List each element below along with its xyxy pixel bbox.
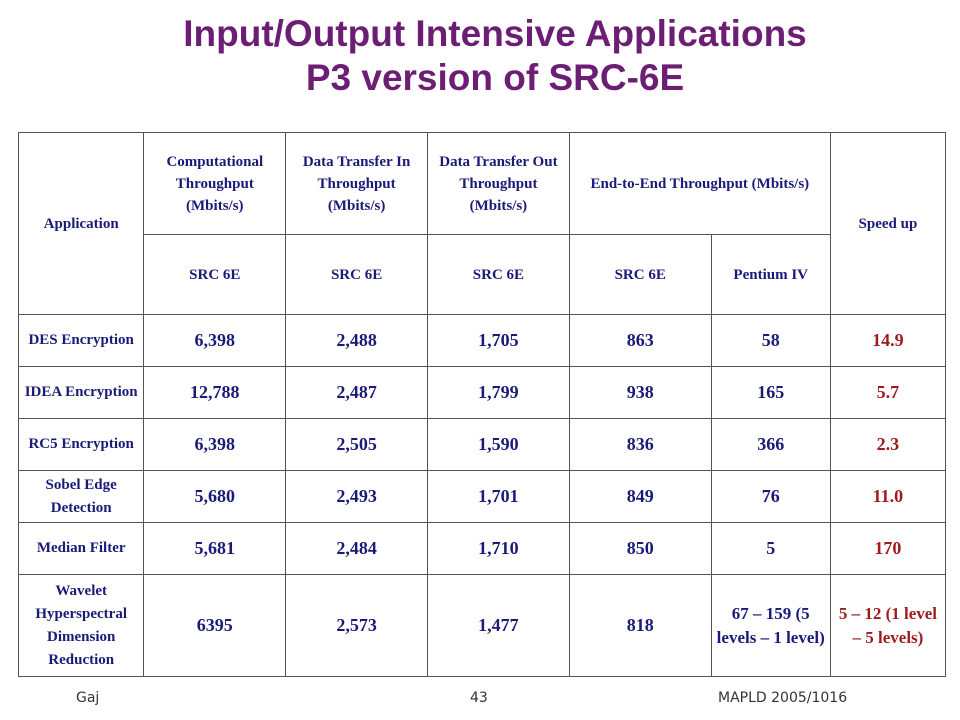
title-line-1: Input/Output Intensive Applications (183, 13, 807, 54)
header-speedup: Speed up (830, 133, 945, 315)
comp-value: 6,398 (144, 315, 286, 367)
data-in-value: 2,488 (286, 315, 428, 367)
e2e-p4-value: 366 (711, 419, 830, 471)
app-name: RC5 Encryption (19, 419, 144, 471)
data-in-value: 2,505 (286, 419, 428, 471)
data-out-value: 1,701 (428, 471, 570, 523)
header-end-to-end: End-to-End Throughput (Mbits/s) (569, 133, 830, 235)
app-name: Sobel Edge Detection (19, 471, 144, 523)
data-in-value: 2,573 (286, 575, 428, 677)
table-row (19, 315, 946, 367)
e2e-p4-value: 165 (711, 367, 830, 419)
table-row (19, 523, 946, 575)
comp-value: 5,681 (144, 523, 286, 575)
app-name: Median Filter (19, 523, 144, 575)
table-row (19, 575, 946, 677)
e2e-src-value: 863 (569, 315, 711, 367)
header-data-in: Data Transfer In Throughput (Mbits/s) (286, 133, 428, 235)
speedup-value: 11.0 (830, 471, 945, 523)
speedup-value: 14.9 (830, 315, 945, 367)
table-row (19, 419, 946, 471)
subheader-row (19, 235, 946, 315)
footer-page-number: 43 (470, 690, 488, 706)
subheader-cell: SRC 6E (144, 235, 286, 315)
data-in-value: 2,487 (286, 367, 428, 419)
app-name: DES Encryption (19, 315, 144, 367)
header-application: Application (19, 133, 144, 315)
e2e-src-value: 938 (569, 367, 711, 419)
e2e-p4-value: 67 – 159 (5 levels – 1 level) (711, 575, 830, 677)
data-out-value: 1,705 (428, 315, 570, 367)
speedup-value: 2.3 (830, 419, 945, 471)
app-name: IDEA Encryption (19, 367, 144, 419)
header-computational: Computational Throughput (Mbits/s) (144, 133, 286, 235)
e2e-p4-value: 76 (711, 471, 830, 523)
footer-author: Gaj (76, 690, 100, 706)
throughput-table (18, 132, 946, 677)
comp-value: 6395 (144, 575, 286, 677)
data-in-value: 2,493 (286, 471, 428, 523)
data-out-value: 1,799 (428, 367, 570, 419)
header-row (19, 133, 946, 235)
slide-title (0, 12, 960, 100)
speedup-value: 5 – 12 (1 level – 5 levels) (830, 575, 945, 677)
e2e-src-value: 818 (569, 575, 711, 677)
header-data-out: Data Transfer Out Throughput (Mbits/s) (428, 133, 570, 235)
app-name: Wavelet Hyperspectral Dimension Reduction (19, 575, 144, 677)
title-line-2: P3 version of SRC-6E (305, 57, 685, 98)
footer-conference: MAPLD 2005/1016 (718, 690, 848, 706)
data-out-value: 1,477 (428, 575, 570, 677)
speedup-value: 5.7 (830, 367, 945, 419)
data-out-value: 1,710 (428, 523, 570, 575)
e2e-p4-value: 5 (711, 523, 830, 575)
data-in-value: 2,484 (286, 523, 428, 575)
e2e-src-value: 836 (569, 419, 711, 471)
subheader-cell: Pentium IV (711, 235, 830, 315)
comp-value: 6,398 (144, 419, 286, 471)
table-row (19, 367, 946, 419)
subheader-cell: SRC 6E (569, 235, 711, 315)
data-out-value: 1,590 (428, 419, 570, 471)
e2e-src-value: 850 (569, 523, 711, 575)
speedup-value: 170 (830, 523, 945, 575)
comp-value: 12,788 (144, 367, 286, 419)
e2e-p4-value: 58 (711, 315, 830, 367)
subheader-cell: SRC 6E (428, 235, 570, 315)
table-row (19, 471, 946, 523)
subheader-cell: SRC 6E (286, 235, 428, 315)
e2e-src-value: 849 (569, 471, 711, 523)
comp-value: 5,680 (144, 471, 286, 523)
